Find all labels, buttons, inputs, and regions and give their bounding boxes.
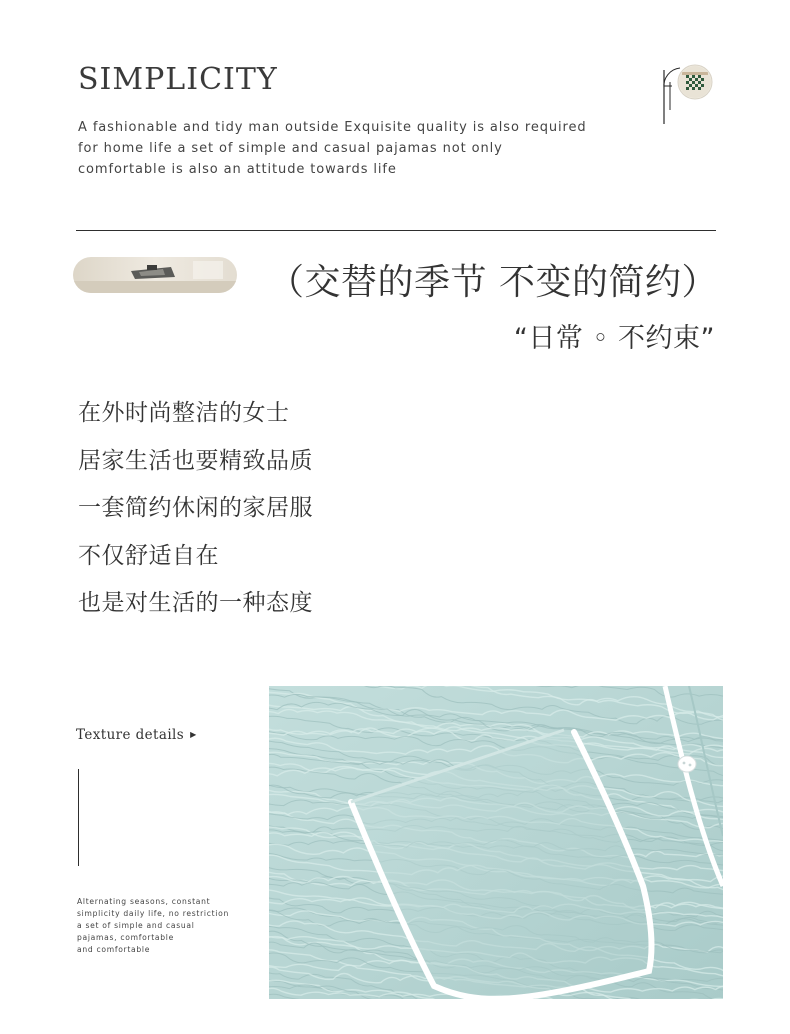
poem [78, 390, 313, 628]
intro-text [78, 117, 638, 180]
section-divider [76, 230, 716, 231]
intro-line: A fashionable and tidy man outside Exquisite quality is also required [78, 120, 587, 135]
poem-line: 也是对生活的一种态度 [78, 590, 313, 616]
triangle-right-icon: ▶ [190, 730, 197, 739]
fabric-texture-photo [269, 686, 723, 999]
caption-line: pajamas, comfortable [77, 933, 174, 942]
poem-line: 一套简约休闲的家居服 [78, 495, 313, 521]
vertical-rule [78, 769, 79, 866]
caption-line: simplicity daily life, no restriction [77, 909, 229, 918]
intro-line: for home life a set of simple and casual pajamas not only [78, 141, 503, 156]
brand-title: SIMPLICITY [78, 62, 278, 97]
shirt-button [678, 756, 696, 772]
headline: （交替的季节 不变的简约） [268, 262, 718, 303]
caption-line: a set of simple and casual [77, 921, 195, 930]
caption-line: Alternating seasons, constant [77, 897, 211, 906]
texture-caption [77, 896, 229, 956]
poem-line: 不仅舒适自在 [78, 542, 219, 569]
texture-details-text: Texture details [76, 727, 185, 743]
intro-line: comfortable is also an attitude towards life [78, 162, 397, 177]
plate-with-checkered-cloth-icon [650, 60, 716, 128]
caption-line: and comfortable [77, 945, 151, 954]
poem-line: 居家生活也要精致品质 [78, 447, 313, 474]
subheadline: “日常 ◦ 不约束” [513, 323, 715, 354]
interior-photo [73, 257, 237, 293]
texture-details-label [76, 727, 197, 743]
poem-line: 在外时尚整洁的女士 [78, 400, 290, 426]
